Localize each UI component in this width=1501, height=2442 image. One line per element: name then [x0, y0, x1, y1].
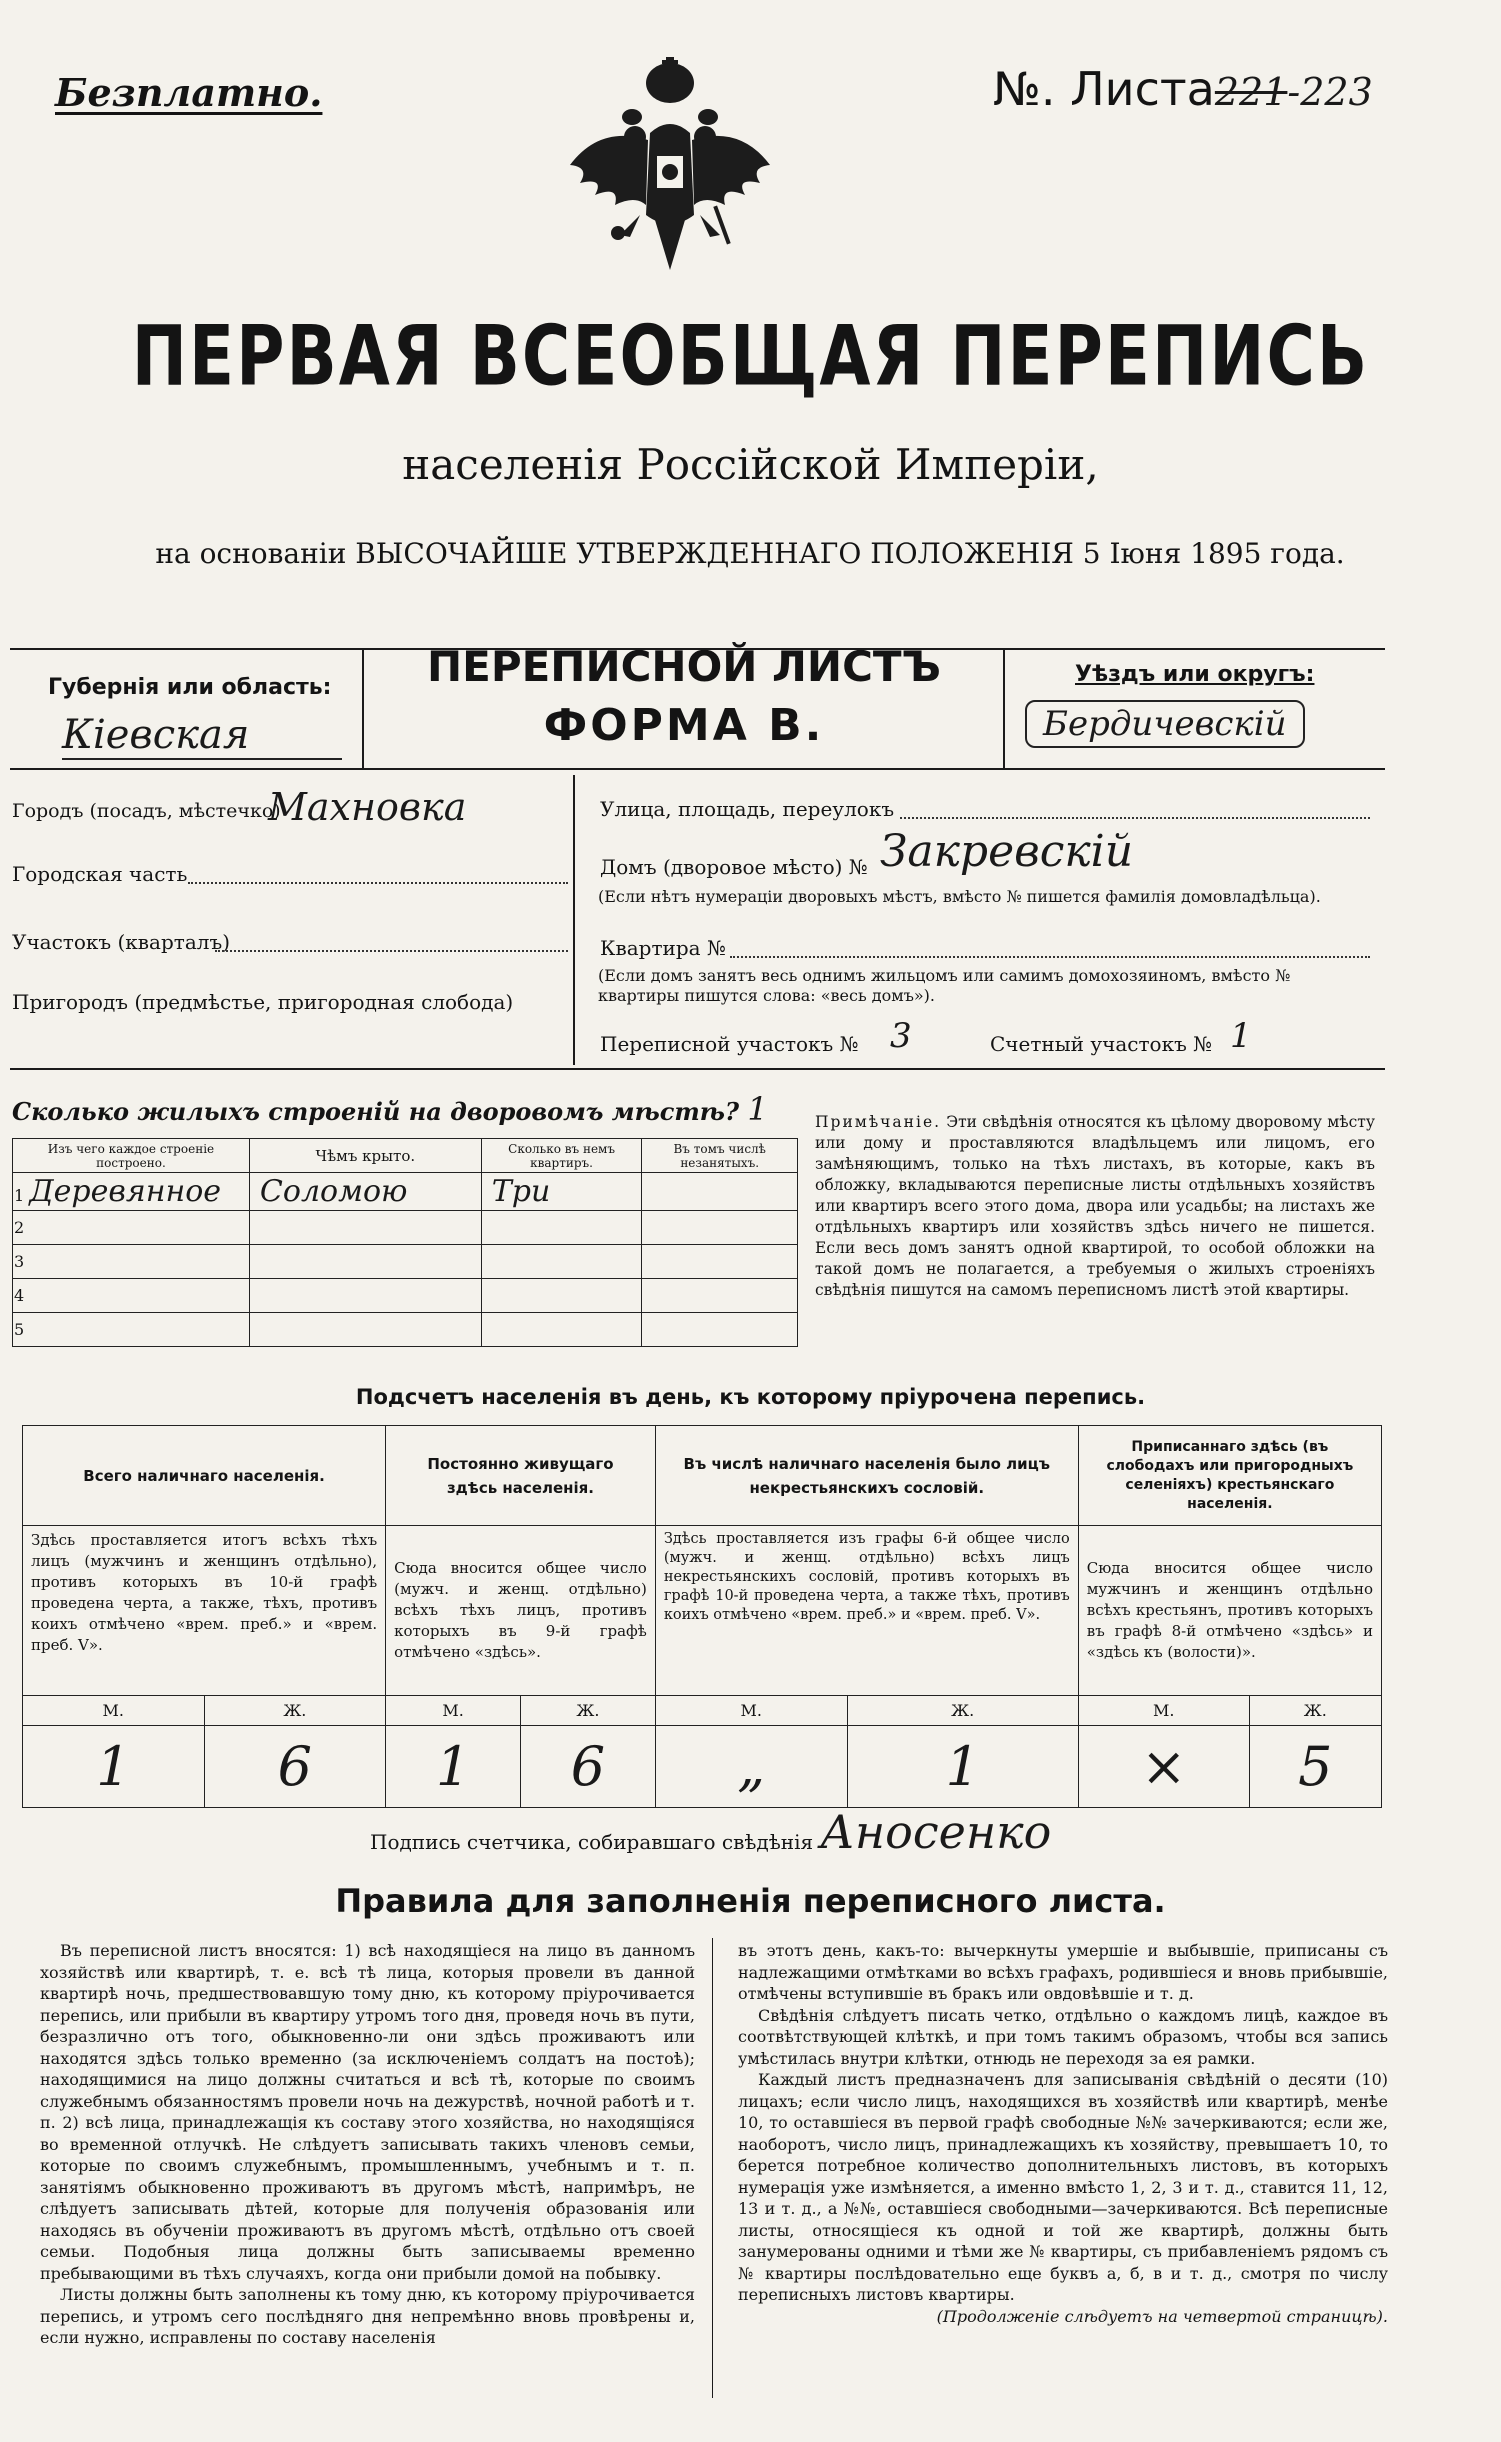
building-2-material: 2	[13, 1211, 250, 1245]
population-table	[22, 1425, 1382, 1808]
apartment-note: (Если домъ занятъ весь однимъ жильцомъ или самимъ домохозяиномъ, вмѣсто № квартиры пишутся слова: «весь домъ»).	[598, 966, 1291, 1005]
buildings-header-apartments: Сколько въ немъ квартиръ.	[481, 1139, 642, 1173]
population-col-2-f-label: Ж.	[520, 1696, 655, 1726]
signature-value: Аносенко	[820, 1805, 1052, 1859]
building-4-material: 4	[13, 1279, 250, 1313]
population-col-4-f-label: Ж.	[1249, 1696, 1381, 1726]
buildings-note-text: Эти свѣдѣнія относятся къ цѣлому дворовому мѣсту или дому и проставляются владѣльцемъ или лицомъ, его замѣняющимъ, только на тѣхъ листахъ, въ которые, какъ въ обложку, вкладываются переписные листы отдѣльныхъ хозяйствъ или квартиръ всего этого дома, двора или усадьбы; на листахъ же отдѣльныхъ квартиръ или хозяйствъ здѣсь ничего не пишется. Если весь домъ занятъ одной квартирой, то особой обложки на такой домъ не полагается, а требуемыя о жилыхъ строеніяхъ свѣдѣнія пишутся на самомъ переписномъ листѣ этой квартиры.	[815, 1113, 1375, 1299]
rules-left-column	[40, 1940, 695, 2349]
population-col-2-m-label: М.	[386, 1696, 521, 1726]
building-3-material: 3	[13, 1245, 250, 1279]
sheet-number-label: №. Листа	[993, 62, 1215, 116]
population-col-1-m-value: 1	[23, 1726, 205, 1808]
building-1-vacant	[642, 1173, 798, 1211]
population-col-1-f-value: 6	[204, 1726, 386, 1808]
population-col-4-m-label: М.	[1078, 1696, 1249, 1726]
double-headed-eagle-emblem	[560, 55, 780, 295]
rules-right-paragraph-2: Свѣдѣнія слѣдуетъ писать четко, отдѣльно о каждомъ лицѣ, каждое въ соотвѣтствующей клѣткѣ, и при томъ такимъ образомъ, чтобы вся запись умѣстилась внутри клѣтки, отнюдь не переходя за ея рамки.	[738, 2005, 1388, 2068]
rules-right-column	[738, 1940, 1388, 2327]
house-note: (Если нѣтъ нумераціи дворовыхъ мѣстъ, вмѣсто № пишется фамилія домовладѣльца).	[598, 887, 1321, 906]
uezd-value: Бердичевскій	[1025, 700, 1305, 748]
table-row	[13, 1313, 798, 1347]
population-col-1-f-label: Ж.	[204, 1696, 386, 1726]
population-col-3-desc: Здѣсь проставляется изъ графы 6-й общее число (мужч. и женщ. отдѣльно) всѣхъ лицъ некрестьянскихъ сословій, противъ которыхъ въ графѣ 10-й проведена черта, а также тѣхъ, противъ коихъ отмѣчено «врем. преб.» и «врем. преб. V».	[655, 1526, 1078, 1696]
census-section-label: Переписной участокъ №	[600, 1032, 859, 1056]
population-col-4-desc: Сюда вносится общее число мужчинъ и женщинъ отдѣльно всѣхъ крестьянъ, противъ которыхъ въ графѣ 8-й отмѣчено «здѣсь» и «здѣсь къ (волости)».	[1078, 1526, 1381, 1696]
table-row	[13, 1173, 798, 1211]
free-label: Безплатно.	[55, 70, 323, 115]
building-1-roof: Соломою	[249, 1173, 481, 1211]
buildings-header-vacant: Въ томъ числѣ незанятыхъ.	[642, 1139, 798, 1173]
census-section-value: 3	[890, 1016, 912, 1056]
population-col-3-f-label: Ж.	[847, 1696, 1078, 1726]
sheet-number	[993, 62, 1373, 116]
gubernia-value: Кіевская	[62, 712, 342, 760]
sheet-title: ПЕРЕПИСНОЙ ЛИСТЪ	[426, 642, 942, 691]
rules-title: Правила для заполненія переписного листа.	[335, 1882, 1166, 1920]
building-1-material: 1 Деревянное	[13, 1173, 250, 1211]
population-col-2-f-value: 6	[520, 1726, 655, 1808]
sheet-number-struck: 221	[1214, 70, 1288, 114]
count-section-label: Счетный участокъ №	[990, 1032, 1213, 1056]
table-row	[13, 1279, 798, 1313]
apartment-label: Квартира №	[600, 936, 726, 960]
basis-line: на основаніи ВЫСОЧАЙШЕ УТВЕРЖДЕННАГО ПОЛОЖЕНІЯ 5 Іюня 1895 года.	[155, 537, 1345, 570]
city-part-label: Городская часть	[12, 862, 188, 886]
subtitle: населенія Россійской Имперіи,	[402, 440, 1099, 489]
population-col-4-m-value: ×	[1078, 1726, 1249, 1808]
district-label: Участокъ (кварталъ)	[12, 930, 230, 954]
buildings-question-text: Сколько жилыхъ строеній на дворовомъ мѣстѣ?	[12, 1097, 740, 1126]
city-value: Махновка	[268, 785, 467, 829]
rules-continued: (Продолженіе слѣдуетъ на четвертой страницѣ).	[936, 2306, 1388, 2326]
city-label: Городъ (посадъ, мѣстечко)	[12, 800, 281, 822]
buildings-note-label: Примѣчаніе.	[815, 1113, 942, 1131]
rules-right-paragraph-3: Каждый листъ предназначенъ для записыванія свѣдѣній о десяти (10) лицахъ; если число лицъ, находящихся въ хозяйствѣ или квартирѣ, менѣе 10, то оставшіеся въ первой графѣ свободные №№ зачеркиваются; если же, наоборотъ, число лицъ, принадлежащихъ къ хозяйству, превышаетъ 10, то берется потребное количество дополнительныхъ листовъ, въ которыхъ нумерація уже измѣняется, а именно вмѣсто 1, 2, 3 и т. д., ставится 11, 12, 13 и т. д., а №№, оставшіеся свободными—зачеркиваются. Всѣ переписные листы, относящіеся къ одной и той же квартирѣ, должны быть занумерованы одними и тѣми же № квартиры, съ прибавленіемъ рядомъ съ № квартиры послѣдовательно еще буквъ а, б, в и т. д., смотря по числу переписныхъ листовъ квартиры.	[738, 2070, 1388, 2304]
population-col-2-desc: Сюда вносится общее число (мужч. и женщ. отдѣльно) всѣхъ тѣхъ лицъ, противъ которыхъ въ 9-й графѣ отмѣчено «здѣсь».	[386, 1526, 656, 1696]
main-title: ПЕРВАЯ ВСЕОБЩАЯ ПЕРЕПИСЬ	[131, 308, 1370, 405]
form-label: ФОРМА В.	[543, 700, 825, 751]
table-row	[13, 1211, 798, 1245]
population-col-1-m-label: М.	[23, 1696, 205, 1726]
population-col-3-m-label: М.	[655, 1696, 847, 1726]
buildings-header-material: Изъ чего каждое строеніе построено.	[13, 1139, 250, 1173]
house-label: Домъ (дворовое мѣсто) №	[600, 855, 868, 879]
population-col-3-f-value: 1	[847, 1726, 1078, 1808]
buildings-answer: 1	[747, 1090, 768, 1128]
population-title: Подсчетъ населенія въ день, къ которому пріурочена перепись.	[355, 1385, 1146, 1409]
population-col-4-f-value: 5	[1249, 1726, 1381, 1808]
population-col-4-head: Приписаннаго здѣсь (въ слободахъ или пригородныхъ селеніяхъ) крестьянскаго населенія.	[1078, 1426, 1381, 1526]
rules-left-paragraph-2: Листы должны быть заполнены къ тому дню, къ которому пріурочивается перепись, и утромъ сего послѣдняго дня непремѣнно вновь провѣрены и, если нужно, исправлены по составу населенія	[40, 2285, 695, 2347]
table-row	[13, 1245, 798, 1279]
house-value: Закревскій	[880, 826, 1134, 877]
gubernia-label: Губернія или область:	[48, 675, 332, 700]
population-col-1-desc: Здѣсь проставляется итогъ всѣхъ тѣхъ лицъ (мужчинъ и женщинъ отдѣльно), противъ которыхъ въ 10-й графѣ проведена черта, а также, тѣхъ, противъ коихъ отмѣчено «врем. преб.» и «врем. преб. V».	[23, 1526, 386, 1696]
rules-right-paragraph-1: въ этотъ день, какъ-то: вычеркнуты умершіе и выбывшіе, приписаны съ надлежащими отмѣтками во всѣхъ графахъ, родившіеся и вновь прибывшіе, отмѣчены вступившіе въ бракъ или овдовѣвшіе и т. д.	[738, 1941, 1388, 2003]
rules-left-paragraph-1: Въ переписной листъ вносятся: 1) всѣ находящіеся на лицо въ данномъ хозяйствѣ или квартирѣ, т. е. всѣ тѣ лица, которыя провели въ данной квартирѣ ночь, предшествовавшую тому дню, къ которому пріурочивается перепись, или прибыли въ квартиру утромъ того дня, проведя ночь въ пути, безразлично отъ того, обыкновенно-ли они здѣсь проживаютъ или находятся здѣсь только временно (за исключеніемъ солдатъ на постоѣ); находящимися на лицо должны считаться и всѣ тѣ, которые по своимъ служебнымъ обязанностямъ провели ночь на дежурствѣ, ночной работѣ и т. п. 2) всѣ лица, принадлежащія къ составу этого хозяйства, но находящіяся во временной отлучкѣ. Не слѣдуетъ записывать такихъ членовъ семьи, которые по своимъ служебнымъ, промышленнымъ, учебнымъ и т. п. занятіямъ обыкновенно проживаютъ въ другомъ мѣстѣ, напримѣръ, не слѣдуетъ записывать дѣтей, которые для полученія образованія или находясь въ обученіи проживаютъ въ другомъ мѣстѣ, отдѣльно отъ своей семьи. Подобныя лица должны быть записываемы временно пребывающими въ тѣхъ случаяхъ, когда они прибыли домой на побывку.	[40, 1941, 695, 2283]
buildings-question	[12, 1090, 768, 1128]
buildings-table	[12, 1138, 798, 1347]
population-col-1-head: Всего наличнаго населенія.	[23, 1426, 386, 1526]
population-col-2-head: Постоянно живущаго здѣсь населенія.	[386, 1426, 656, 1526]
uezd-label: Уѣздъ или округъ:	[1075, 662, 1315, 687]
population-col-3-head: Въ числѣ наличнаго населенія было лицъ некрестьянскихъ сословій.	[655, 1426, 1078, 1526]
buildings-note	[815, 1112, 1375, 1301]
buildings-header-roof: Чѣмъ крыто.	[249, 1139, 481, 1173]
signature-label: Подпись счетчика, собиравшаго свѣдѣнія	[370, 1830, 814, 1854]
population-col-3-m-value: „	[655, 1726, 847, 1808]
sheet-number-value: -223	[1287, 70, 1373, 114]
building-5-material: 5	[13, 1313, 250, 1347]
building-1-apartments: Три	[481, 1173, 642, 1211]
street-label: Улица, площадь, переулокъ	[600, 797, 895, 821]
count-section-value: 1	[1230, 1016, 1252, 1056]
population-col-2-m-value: 1	[386, 1726, 521, 1808]
suburb-label: Пригородъ (предмѣстье, пригородная слобода)	[12, 990, 514, 1014]
